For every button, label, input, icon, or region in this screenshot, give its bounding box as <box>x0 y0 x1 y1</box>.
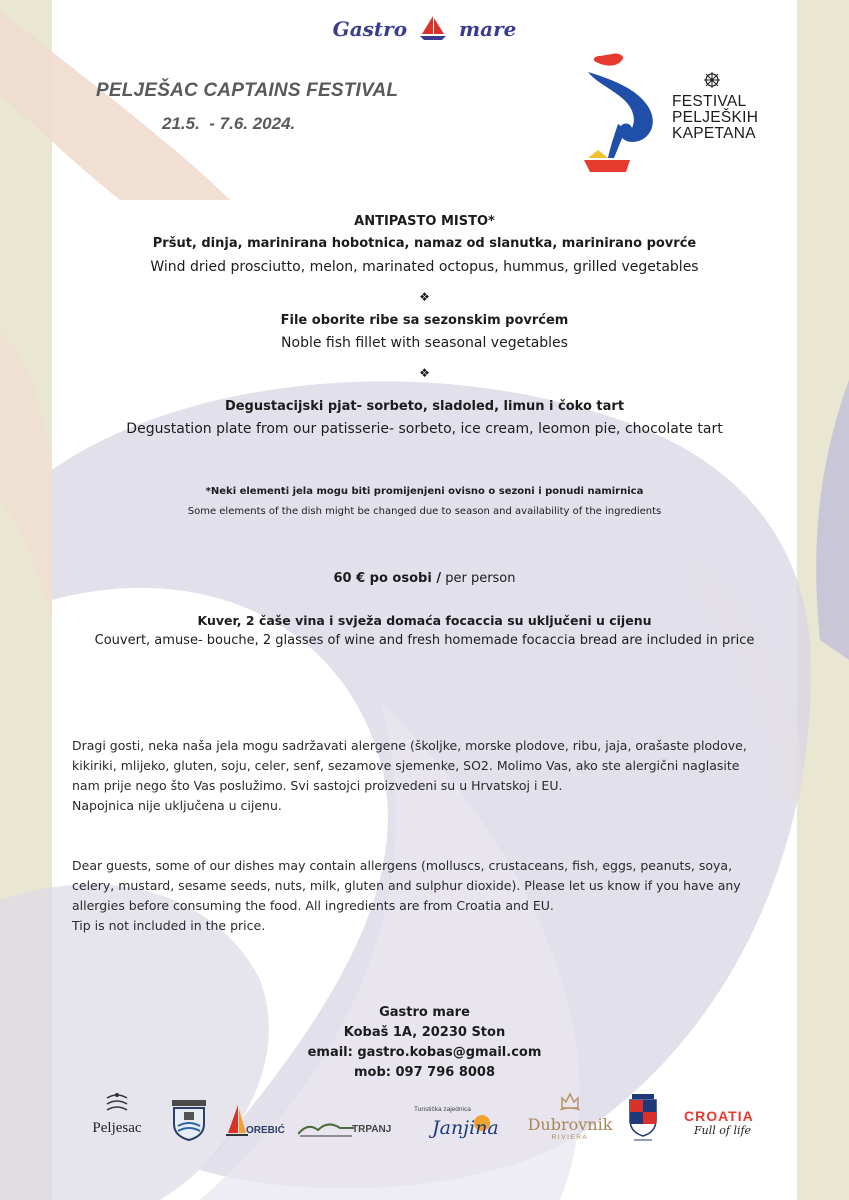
allergens-hr-line-4: Napojnica nije uključena u cijenu. <box>72 798 282 813</box>
partner-janjina <box>414 1106 514 1143</box>
festival-logo-line-1: FESTIVAL <box>672 93 747 110</box>
contact-email: email: gastro.kobas@gmail.com <box>307 1045 542 1060</box>
festival-logo-line-3: KAPETANA <box>672 125 756 142</box>
allergens-en <box>72 856 782 936</box>
trpanj-landscape-icon <box>298 1116 354 1138</box>
allergens-hr-line-2: kikiriki, mlijeko, gluten, soju, celer, senf, sezamove sjemenke, SO2. Molimo Vas, ako ste alergični naglasite <box>72 758 740 773</box>
course-1-title: ANTIPASTO MISTO* <box>354 214 495 229</box>
partner-county-crest <box>628 1092 658 1148</box>
trpanj-label: TRPANJ <box>352 1124 392 1135</box>
sailboat-icon <box>418 14 448 42</box>
dubrovnik-label: Dubrovnik <box>527 1115 613 1134</box>
dubrovnik-sub-label: RIVIERA <box>551 1134 589 1141</box>
allergens-en-line-2: celery, mustard, sesame seeds, nuts, milk, gluten and sulphur dioxide). Please let us know if you have any <box>72 878 741 893</box>
partner-peljesac <box>86 1092 148 1137</box>
course-3-hr: Degustacijski pjat- sorbeto, sladoled, limun i čoko tart <box>224 399 625 414</box>
included-hr: Kuver, 2 čaše vina i svježa domaća focaccia su uključeni u cijenu <box>197 613 652 628</box>
contact-name: Gastro mare <box>379 1005 470 1020</box>
separator-1-icon: ❖ <box>419 290 430 304</box>
festival-title: PELJEŠAC CAPTAINS FESTIVAL <box>96 80 399 101</box>
ston-crest-icon <box>168 1098 210 1142</box>
allergens-hr-line-1: Dragi gosti, neka naša jela mogu sadržavati alergene (školjke, morske plodove, ribu, jaja, orašaste plodove, <box>72 738 747 753</box>
partner-croatia <box>684 1108 754 1137</box>
note-hr: *Neki elementi jela mogu biti promijenjeni ovisno o sezoni i ponudi namirnica <box>205 486 644 497</box>
partner-dubrovnik-riviera <box>522 1090 618 1141</box>
croatia-label: CROATIA <box>684 1108 754 1124</box>
partner-trpanj <box>298 1116 392 1142</box>
course-2-en: Noble fish fillet with seasonal vegetables <box>281 335 568 351</box>
festival-logo-line-2: PELJEŠKIH <box>672 109 759 126</box>
price-en: per person <box>441 571 516 586</box>
contact-address: Kobaš 1A, 20230 Ston <box>343 1025 506 1040</box>
brand-left: Gastro <box>332 17 408 41</box>
janjina-small-label: Turistička zajednica <box>414 1106 471 1113</box>
course-1-hr: Pršut, dinja, marinirana hobotnica, namaz od slanutka, marinirano povrće <box>152 236 697 251</box>
price <box>0 571 849 586</box>
peljesac-label: Peljesac <box>92 1120 142 1136</box>
course-3-en: Degustation plate from our patisserie- sorbeto, ice cream, leomon pie, chocolate tart <box>126 421 723 437</box>
contact-phone: mob: 097 796 8008 <box>353 1065 495 1080</box>
festival-dates: 21.5. - 7.6. 2024. <box>162 114 296 133</box>
separator-2-icon: ❖ <box>419 366 430 380</box>
allergens-en-line-1: Dear guests, some of our dishes may contain allergens (molluscs, crustaceans, fish, eggs, peanuts, soya, <box>72 858 733 873</box>
janjina-label: Janjina <box>432 1117 499 1139</box>
note-en: Some elements of the dish might be changed due to season and availability of the ingredients <box>187 506 662 517</box>
allergens-en-line-3: allergies before consuming the food. All ingredients are from Croatia and EU. <box>72 898 554 913</box>
county-crest-icon <box>628 1092 658 1144</box>
included-en: Couvert, amuse- bouche, 2 glasses of wine and fresh homemade focaccia bread are included in price <box>94 633 755 648</box>
allergens-hr <box>72 736 782 816</box>
brand-right: mare <box>458 17 517 41</box>
price-hr: 60 € po osobi / <box>333 571 442 586</box>
course-2-hr: File oborite ribe sa sezonskim povrćem <box>280 313 569 328</box>
gastro-mare-logo <box>0 14 849 42</box>
allergens-hr-line-3: nam prije nego što Vas poslužimo. Svi sastojci proizvedeni su u Hrvatskoj i EU. <box>72 778 563 793</box>
festival-logo-text <box>672 94 758 142</box>
orebic-label: OREBIĆ <box>246 1125 285 1136</box>
partner-ston-crest <box>168 1098 210 1146</box>
course-1-en: Wind dried prosciutto, melon, marinated octopus, hummus, grilled vegetables <box>150 259 699 275</box>
allergens-en-line-4: Tip is not included in the price. <box>72 918 266 933</box>
peljesac-emblem-icon <box>104 1092 130 1116</box>
partner-orebic <box>226 1103 285 1143</box>
orebic-sail-icon <box>226 1103 248 1139</box>
croatia-sub-label: Full of life <box>694 1124 752 1137</box>
dubrovnik-crown-icon <box>558 1090 582 1112</box>
contact-block <box>0 1003 849 1083</box>
